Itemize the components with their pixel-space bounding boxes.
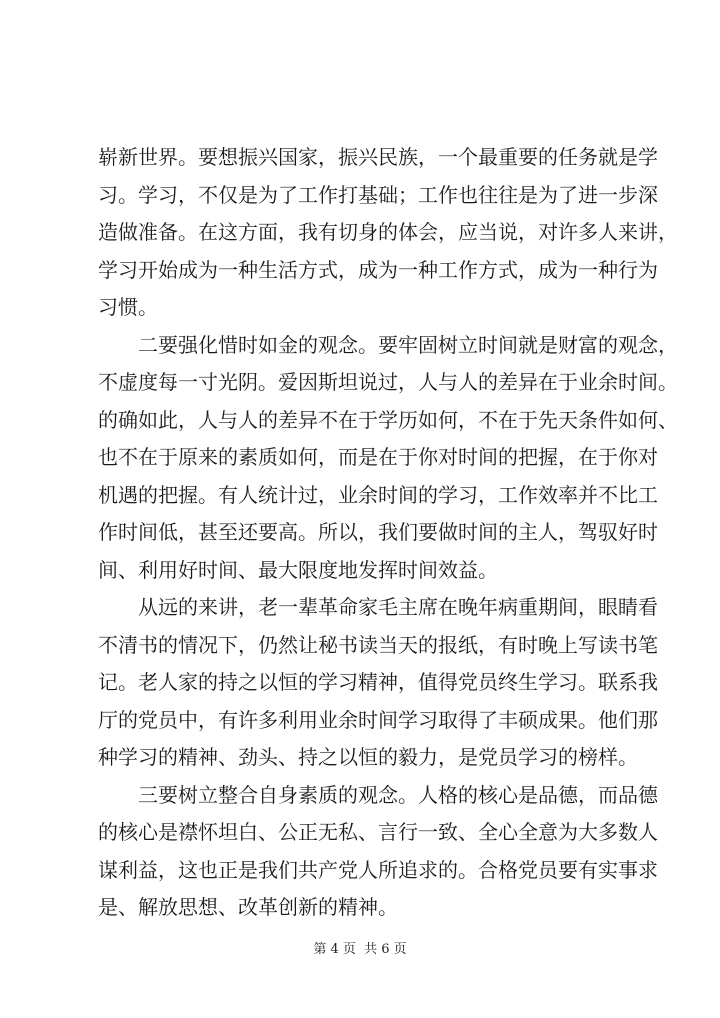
text-line: 崭新世界。要想振兴国家，振兴民族，一个最重要的任务就是学 <box>98 145 658 169</box>
text-line: 不虚度每一寸光阴。爱因斯坦说过，人与人的差异在于业余时间。 <box>98 370 678 394</box>
text-line: 的核心是襟怀坦白、公正无私、言行一致、全心全意为大多数人 <box>98 820 658 844</box>
text-line: 习。学习，不仅是为了工作打基础；工作也往往是为了进一步深 <box>98 183 658 207</box>
text-line: 种学习的精神、劲头、持之以恒的毅力，是党员学习的榜样。 <box>98 745 638 769</box>
text-line: 谋利益，这也正是我们共产党人所追求的。合格党员要有实事求 <box>98 858 658 882</box>
text-line: 不清书的情况下，仍然让秘书读当天的报纸，有时晚上写读书笔 <box>98 633 658 657</box>
text-line: 机遇的把握。有人统计过，业余时间的学习，工作效率并不比工 <box>98 483 658 507</box>
paragraph-first-line: 二要强化惜时如金的观念。要牢固树立时间就是财富的观念， <box>138 333 678 357</box>
text-line: 也不在于原来的素质如何，而是在于你对时间的把握，在于你对 <box>98 445 658 469</box>
paragraph-first-line: 从远的来讲，老一辈革命家毛主席在晚年病重期间，眼睛看 <box>138 595 658 619</box>
page-number-footer: 第 4 页 共 6 页 <box>313 942 407 957</box>
text-line: 学习开始成为一种生活方式，成为一种工作方式，成为一种行为 <box>98 258 658 282</box>
text-line: 的确如此，人与人的差异不在于学历如何，不在于先天条件如何、 <box>98 408 678 432</box>
text-line: 厅的党员中，有许多利用业余时间学习取得了丰硕成果。他们那 <box>98 708 658 732</box>
text-line: 记。老人家的持之以恒的学习精神，值得党员终生学习。联系我 <box>98 670 658 694</box>
paragraph-first-line: 三要树立整合自身素质的观念。人格的核心是品德，而品德 <box>138 783 658 807</box>
text-line: 习惯。 <box>98 295 158 319</box>
text-line: 作时间低，甚至还要高。所以，我们要做时间的主人，驾驭好时 <box>98 520 658 544</box>
text-line: 造做准备。在这方面，我有切身的体会，应当说，对许多人来讲， <box>98 220 678 244</box>
text-line: 间、利用好时间、最大限度地发挥时间效益。 <box>98 558 498 582</box>
text-line: 是、解放思想、改革创新的精神。 <box>98 895 398 919</box>
